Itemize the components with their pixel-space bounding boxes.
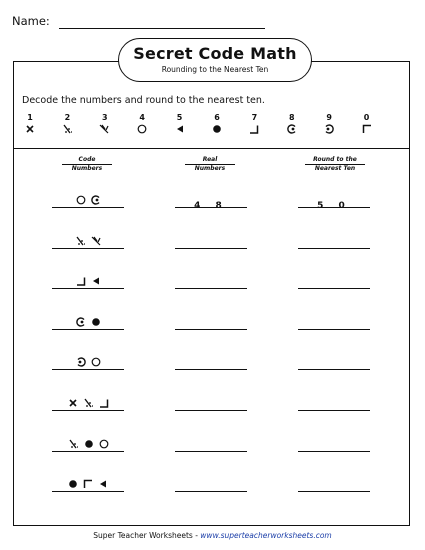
- key-digit: 7: [251, 113, 258, 122]
- x-icon: [20, 124, 40, 138]
- key-item-4: [132, 113, 152, 138]
- code-numbers-line: [52, 437, 124, 452]
- rounded-number-input[interactable]: [298, 234, 370, 249]
- column-header-code-line1: Code: [78, 156, 96, 163]
- real-number-input[interactable]: [175, 477, 247, 492]
- key-digit: 0: [363, 113, 370, 122]
- top-left-corner-icon: [83, 479, 93, 489]
- rounded-number-input[interactable]: [298, 274, 370, 289]
- filled-circle-icon: [91, 317, 101, 327]
- key-item-3: [95, 113, 115, 138]
- name-label: Name:: [12, 14, 50, 28]
- bottom-right-corner-icon: [76, 276, 86, 286]
- title-banner: [118, 38, 312, 82]
- column-header-round-line2: Nearest Ten: [305, 164, 365, 172]
- real-number-input[interactable]: [175, 396, 247, 411]
- column-header-round: [305, 156, 365, 172]
- code-numbers-line: [52, 477, 124, 492]
- column-header-round-line1: Round to the: [313, 156, 357, 163]
- real-number-input[interactable]: [175, 437, 247, 452]
- key-digit: 5: [176, 113, 183, 122]
- name-line[interactable]: [59, 28, 265, 29]
- circle-icon: [76, 195, 86, 205]
- rounded-number-value: 5 0: [317, 201, 351, 211]
- column-header-real-line2: Numbers: [185, 164, 235, 172]
- key-digit: 3: [102, 113, 108, 122]
- double-slash-icon: [95, 124, 115, 138]
- code-numbers-line: [52, 315, 124, 330]
- real-number-input[interactable]: [175, 355, 247, 370]
- rounded-number-input[interactable]: [298, 437, 370, 452]
- x-icon: [68, 398, 78, 408]
- left-triangle-icon: [91, 276, 101, 286]
- circle-icon: [99, 439, 109, 449]
- code-numbers-line: [52, 193, 124, 208]
- slash-dots-icon: [83, 398, 94, 408]
- arc-dot-icon: [91, 195, 101, 205]
- real-number-input[interactable]: [175, 193, 247, 211]
- filled-circle-icon: [68, 479, 78, 489]
- arc-dot-icon: [76, 317, 86, 327]
- key-item-0: [357, 113, 377, 138]
- real-number-input[interactable]: [175, 274, 247, 289]
- rounded-number-input[interactable]: [298, 193, 370, 211]
- arc-dot-flipped-icon: [319, 124, 339, 138]
- page-title: Secret Code Math: [133, 44, 297, 63]
- key-digit: 9: [326, 113, 332, 122]
- rounded-number-input[interactable]: [298, 396, 370, 411]
- filled-circle-icon: [84, 439, 94, 449]
- circle-icon: [132, 124, 152, 138]
- key-item-8: [282, 113, 302, 138]
- circle-icon: [91, 357, 101, 367]
- real-number-input[interactable]: [175, 234, 247, 249]
- column-header-code-line2: Numbers: [62, 164, 112, 172]
- bottom-right-corner-icon: [99, 398, 109, 408]
- key-digit: 4: [139, 113, 145, 122]
- key-item-9: [319, 113, 339, 138]
- column-header-code: [62, 156, 112, 172]
- key-item-5: [170, 113, 190, 138]
- footer: [0, 531, 425, 540]
- arc-dot-icon: [282, 124, 302, 138]
- double-slash-icon: [91, 236, 102, 246]
- bottom-right-corner-icon: [244, 124, 264, 138]
- key-item-7: [244, 113, 264, 138]
- key-digit: 2: [64, 113, 71, 122]
- column-header-real-line1: Real: [202, 156, 218, 163]
- footer-link[interactable]: www.superteacherworksheets.com: [200, 531, 332, 540]
- left-triangle-icon: [98, 479, 108, 489]
- slash-dots-icon: [75, 236, 86, 246]
- slash-dots-icon: [57, 124, 77, 138]
- key-digit: 1: [27, 113, 33, 122]
- rounded-number-input[interactable]: [298, 315, 370, 330]
- code-numbers-line: [52, 355, 124, 370]
- real-number-input[interactable]: [175, 315, 247, 330]
- left-triangle-icon: [170, 124, 190, 138]
- rounded-number-input[interactable]: [298, 355, 370, 370]
- column-header-real: [185, 156, 235, 172]
- slash-dots-icon: [68, 439, 79, 449]
- code-key: [20, 113, 400, 143]
- key-item-2: [57, 113, 77, 138]
- key-separator: [13, 148, 410, 149]
- key-item-6: [207, 113, 227, 138]
- arc-dot-flipped-icon: [76, 357, 86, 367]
- key-digit: 6: [214, 113, 220, 122]
- code-numbers-line: [52, 396, 124, 411]
- page-subtitle: Rounding to the Nearest Ten: [161, 65, 269, 74]
- rounded-number-input[interactable]: [298, 477, 370, 492]
- code-numbers-line: [52, 234, 124, 249]
- real-number-value: 4 8: [194, 201, 228, 211]
- instructions: Decode the numbers and round to the nearest ten.: [22, 95, 265, 106]
- footer-text: Super Teacher Worksheets -: [93, 531, 201, 540]
- filled-circle-icon: [207, 124, 227, 138]
- top-left-corner-icon: [357, 124, 377, 138]
- key-item-1: [20, 113, 40, 138]
- code-numbers-line: [52, 274, 124, 289]
- key-digit: 8: [289, 113, 295, 122]
